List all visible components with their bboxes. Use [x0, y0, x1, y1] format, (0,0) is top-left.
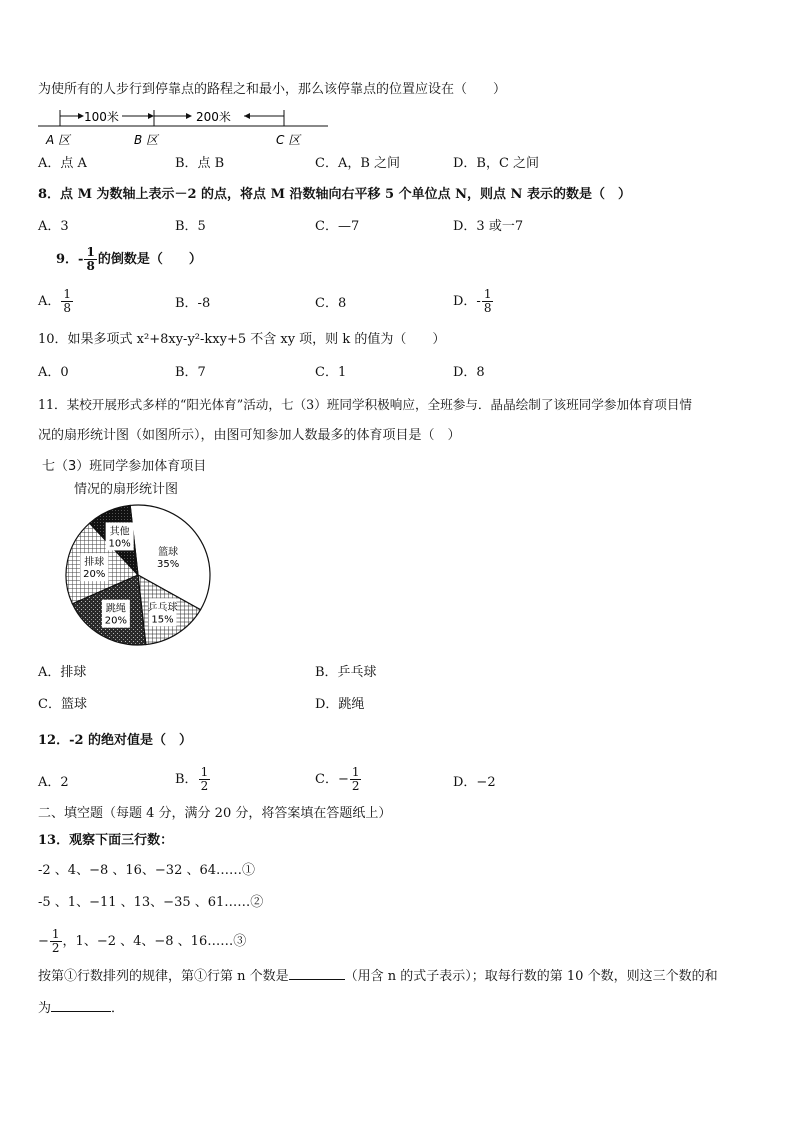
q8-stem: 8．点 M 为数轴上表示－2 的点，将点 M 沿数轴向右平移 5 个单位点 N，则点 N 表示的数是（ ）	[38, 187, 631, 202]
pie-slice-percent: 20%	[83, 569, 106, 581]
q13-text1: 按第①行数排列的规律，第①行第 n 个数是 （用含 n 的式子表示）；取每行数的第 10 个数，则这三个数的和	[38, 966, 718, 986]
q12-stem: 12．-2 的绝对值是（ ）	[38, 733, 193, 748]
q13-stem: 13．观察下面三行数：	[38, 833, 174, 848]
q8-option-b[interactable]: B．5	[175, 219, 206, 234]
q7-option-a[interactable]: A．点 A	[38, 156, 87, 171]
q9-option-c[interactable]: C．8	[315, 296, 347, 311]
q9-option-a[interactable]: A． $\frac{1}{8}$	[38, 287, 72, 315]
zone-b-label: B 区	[134, 133, 159, 147]
q12-option-b-fraction: $\frac{1}{2}$	[200, 765, 209, 793]
chart-title-line2: 情况的扇形统计图	[74, 482, 179, 497]
pie-slice-name: 篮球	[158, 546, 179, 558]
section2-heading: 二、填空题（每题 4 分，满分 20 分，将答案填在答题纸上）	[38, 806, 392, 821]
q12-option-c-fraction: $\frac{1}{2}$	[351, 765, 360, 793]
chart-title-line1: 七（3）班同学参加体育项目	[42, 459, 207, 474]
q9-option-d[interactable]: D．- $\frac{1}{8}$	[453, 287, 492, 315]
q8-option-d[interactable]: D．3 或一7	[453, 219, 524, 234]
q13-row3-fraction: $\frac{1}{2}$	[51, 927, 60, 955]
q8-option-a[interactable]: A．3	[38, 219, 69, 234]
pie-slice-name: 跳绳	[105, 603, 126, 615]
q13-blank-1[interactable]	[289, 966, 345, 980]
q9-option-b[interactable]: B．-8	[175, 296, 211, 311]
q11-option-d[interactable]: D．跳绳	[315, 697, 365, 712]
q10-option-d[interactable]: D．8	[453, 365, 485, 380]
pie-chart	[60, 500, 216, 650]
pie-slice-name: 排球	[84, 557, 105, 569]
q12-option-a[interactable]: A．2	[38, 775, 69, 790]
q12-option-b[interactable]: B． $\frac{1}{2}$	[175, 765, 209, 793]
q7-option-c[interactable]: C．A，B 之间	[315, 156, 401, 171]
q9-option-a-fraction: $\frac{1}{8}$	[63, 287, 72, 315]
q13-blank-2[interactable]	[51, 998, 111, 1012]
pie-slice-name: 乒乓球	[147, 602, 178, 614]
q12-option-c[interactable]: C．− $\frac{1}{2}$	[315, 765, 360, 793]
pie-slice-percent: 35%	[156, 558, 180, 570]
q7-stem: 为使所有的人步行到停靠点的路程之和最小，那么该停靠点的位置应设在（ ）	[38, 82, 507, 97]
q11-stem-line1: 11．某校开展形式多样的“阳光体育”活动，七（3）班同学积极响应，全班参与．晶晶绘制了该班同学参加体育项目情	[38, 397, 693, 412]
pie-slice-name: 其他	[109, 526, 130, 538]
q7-option-b[interactable]: B．点 B	[175, 156, 225, 171]
pie-slice-percent: 20%	[104, 615, 127, 627]
q12-option-d[interactable]: D．−2	[453, 775, 496, 790]
q9-stem: 9．- $\frac{1}{8}$ 的倒数是（ ）	[56, 245, 202, 273]
pie-slice-percent: 15%	[151, 614, 174, 626]
q7-option-d[interactable]: D．B，C 之间	[453, 156, 540, 171]
q9-fraction: $\frac{1}{8}$	[86, 245, 95, 273]
q10-option-a[interactable]: A．0	[38, 365, 69, 380]
q9-option-d-fraction: $\frac{1}{8}$	[483, 287, 492, 315]
q13-text3: 为 ．	[38, 998, 124, 1018]
pie-slice-percent: 10%	[108, 538, 131, 550]
q8-option-c[interactable]: C．—7	[315, 219, 360, 234]
dist-ab-label: 100米	[84, 110, 119, 124]
zone-a-label: A 区	[46, 133, 71, 147]
q10-stem: 10．如果多项式 x²+8xy-y²-kxy+5 不含 xy 项，则 k 的值为（ ）	[38, 332, 446, 347]
q7-distance-diagram	[36, 106, 336, 152]
q11-option-c[interactable]: C．篮球	[38, 697, 87, 712]
q10-option-c[interactable]: C．1	[315, 365, 347, 380]
q10-option-b[interactable]: B．7	[175, 365, 206, 380]
q11-stem-line2: 况的扇形统计图（如图所示），由图可知参加人数最多的体育项目是（ ）	[38, 428, 461, 443]
q11-option-a[interactable]: A．排球	[38, 665, 87, 680]
q13-row1: -2 、4、−8 、16、−32 、64……①	[38, 863, 256, 878]
zone-c-label: C 区	[276, 133, 301, 147]
q13-row2: -5 、1、−11 、13、−35 、61……②	[38, 895, 264, 910]
dist-bc-label: 200米	[196, 110, 231, 124]
q11-option-b[interactable]: B．乒乓球	[315, 665, 377, 680]
q13-row3: − $\frac{1}{2}$ ，1、−2 、4、−8 、16……③	[38, 927, 247, 955]
